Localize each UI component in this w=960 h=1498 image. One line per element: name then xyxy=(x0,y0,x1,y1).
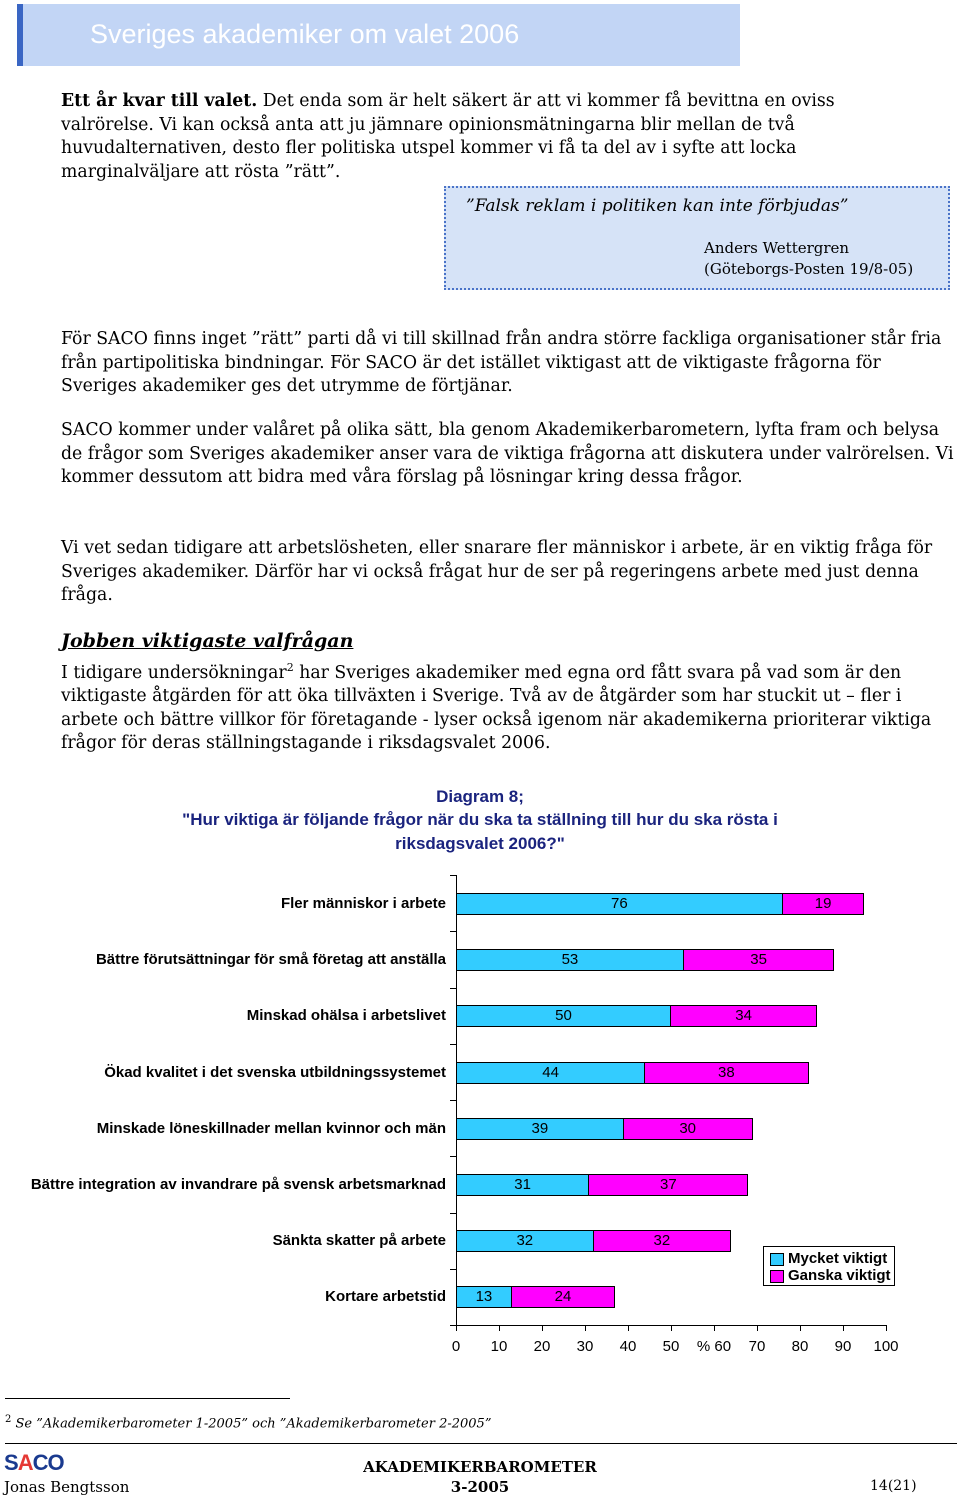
x-tick xyxy=(714,1325,715,1331)
y-axis xyxy=(456,875,457,1325)
logo-a: A xyxy=(17,1450,33,1475)
chart-title-question-end: riksdagsvalet 2006?" xyxy=(395,834,565,853)
paragraph-saco-election: SACO kommer under valåret på olika sätt, bla genom Akademikerbarometern, lyfta fram och belysa de frågor som Sveriges akademiker anser vara de viktiga frågorna att diskutera under valrörelsen. Vi kommer dessutom att bidra med våra förslag på lösningar kring dessa frågor. xyxy=(61,420,954,487)
paragraph-unemployment: Vi vet sedan tidigare att arbetslösheten, eller snarare fler människor i arbete, är en viktig fråga för Sveriges akademiker. Därför har vi också frågat hur de ser på regeringens arbete med just denna fråga. xyxy=(61,538,933,605)
x-tick xyxy=(757,1325,758,1331)
intro-paragraph xyxy=(61,90,921,184)
quote-box xyxy=(444,186,950,290)
bar-ganska-viktigt: 30 xyxy=(624,1118,753,1140)
chart-legend xyxy=(763,1246,895,1286)
y-tick xyxy=(450,1100,456,1101)
bar-mycket-viktigt: 39 xyxy=(456,1118,624,1140)
footer-issue: 3-2005 xyxy=(450,1478,510,1496)
category-label: Kortare arbetstid xyxy=(325,1288,446,1306)
section-text-end: har Sveriges akademiker med egna ord fått svara på vad som är den viktigaste åtgärden för att öka tillväxten i Sverige. Två av de åtgärder som har stuckit ut – fler i arbete och bättre villkor för företagande - lyser också igenom när akademikerna prioriterar viktiga frågor för deras ställningstagande i riksdagsvalet 2006. xyxy=(61,662,932,754)
quote-author: Anders Wettergren xyxy=(704,239,850,257)
quote-attribution xyxy=(704,238,913,280)
bar-ganska-viktigt: 38 xyxy=(645,1062,808,1084)
page-title: Sveriges akademiker om valet 2006 xyxy=(90,19,520,49)
bar-mycket-viktigt: 50 xyxy=(456,1005,671,1027)
bar-ganska-viktigt: 19 xyxy=(783,893,865,915)
footnote-divider xyxy=(5,1398,290,1399)
bar-ganska-viktigt: 24 xyxy=(512,1286,615,1308)
x-tick xyxy=(800,1325,801,1331)
y-tick xyxy=(450,988,456,989)
legend-swatch-mycket xyxy=(770,1253,784,1266)
section-text-start: I tidigare undersökningar xyxy=(61,662,287,683)
legend-item-ganska xyxy=(770,1267,891,1284)
intro-lead: Ett år kvar till valet. xyxy=(61,91,258,111)
category-label: Bättre integration av invandrare på svensk arbetsmarknad xyxy=(30,1176,446,1193)
x-tick-label: 30 xyxy=(576,1338,594,1355)
y-tick xyxy=(450,1156,456,1157)
y-tick xyxy=(450,1269,456,1270)
bar-mycket-viktigt: 31 xyxy=(456,1174,589,1196)
category-label: Minskade löneskillnader mellan kvinnor och män xyxy=(96,1119,446,1137)
bar-ganska-viktigt: 37 xyxy=(589,1174,748,1196)
footer-author: Jonas Bengtsson xyxy=(4,1478,130,1496)
y-tick xyxy=(450,1213,456,1214)
x-tick-label: 50 xyxy=(662,1338,680,1355)
x-tick-label: 0 xyxy=(451,1338,461,1355)
x-tick xyxy=(585,1325,586,1331)
x-tick-label: 40 xyxy=(619,1338,637,1355)
x-tick xyxy=(843,1325,844,1331)
legend-item-mycket xyxy=(770,1250,887,1267)
footnote xyxy=(5,1414,491,1431)
intro-text: Det enda som är helt säkert är att vi kommer få bevittna en oviss valrörelse. Vi kan också anta att ju jämnare opinionsmätningarna blir mellan de två huvudalternativen, desto fler politiska utspel kommer vi få ta del av i syfte att locka marginalväljare att rösta ”rätt”. xyxy=(61,91,835,182)
x-tick-label: 10 xyxy=(490,1338,508,1355)
bar-mycket-viktigt: 13 xyxy=(456,1286,512,1308)
bar-ganska-viktigt: 32 xyxy=(594,1230,732,1252)
footer-divider xyxy=(5,1443,957,1444)
chart-title-question: "Hur viktiga är följande frågor när du ska ta ställning till hur du ska rösta i xyxy=(182,810,778,829)
bar-mycket-viktigt: 53 xyxy=(456,949,684,971)
y-tick xyxy=(450,1044,456,1045)
footnote-text: Se ”Akademikerbarometer 1-2005” och ”Akademikerbarometer 2-2005” xyxy=(15,1416,492,1432)
quote-source: (Göteborgs-Posten 19/8-05) xyxy=(704,260,914,278)
quote-text: ”Falsk reklam i politiken kan inte förbjudas” xyxy=(466,196,849,216)
bar-ganska-viktigt: 35 xyxy=(684,949,835,971)
x-tick-label: % 60 xyxy=(696,1338,732,1355)
x-tick-label: 70 xyxy=(748,1338,766,1355)
footer-title: AKADEMIKERBAROMETER xyxy=(363,1458,597,1476)
x-tick xyxy=(456,1325,457,1331)
x-tick xyxy=(542,1325,543,1331)
x-tick-label: 80 xyxy=(791,1338,809,1355)
paragraph-saco-party: För SACO finns inget ”rätt” parti då vi till skillnad från andra större fackliga organisationer står fria från partipolitiska bindningar. För SACO är det istället viktigast att de viktigaste frågorna för Sveriges akademiker ges det utrymme de förtjänar. xyxy=(61,329,942,396)
category-label: Ökad kvalitet i det svenska utbildningssystemet xyxy=(104,1063,446,1081)
x-tick xyxy=(671,1325,672,1331)
legend-swatch-ganska xyxy=(770,1270,784,1283)
footnote-ref[interactable]: 2 xyxy=(286,661,294,674)
legend-label-ganska: Ganska viktigt xyxy=(788,1267,891,1284)
saco-logo xyxy=(4,1450,64,1476)
y-tick xyxy=(450,875,456,876)
x-tick-label: 100 xyxy=(873,1338,899,1355)
x-tick xyxy=(886,1325,887,1331)
page-number: 14(21) xyxy=(870,1478,917,1494)
footnote-number: 2 xyxy=(5,1414,12,1425)
category-label: Fler människor i arbete xyxy=(280,895,446,912)
x-tick xyxy=(628,1325,629,1331)
logo-co: CO xyxy=(32,1450,64,1475)
chart-title-label: Diagram 8; xyxy=(436,787,524,806)
category-label: Minskad ohälsa i arbetslivet xyxy=(246,1007,446,1025)
section-heading: Jobben viktigaste valfrågan xyxy=(61,630,354,652)
category-label: Sänkta skatter på arbete xyxy=(272,1232,446,1250)
category-label: Bättre förutsättningar för små företag att anställa xyxy=(95,951,446,969)
bar-mycket-viktigt: 76 xyxy=(456,893,783,915)
y-tick xyxy=(450,931,456,932)
x-tick-label: 20 xyxy=(533,1338,551,1355)
x-tick xyxy=(499,1325,500,1331)
bar-mycket-viktigt: 44 xyxy=(456,1062,645,1084)
logo-s: S xyxy=(4,1450,18,1475)
bar-mycket-viktigt: 32 xyxy=(456,1230,594,1252)
bar-ganska-viktigt: 34 xyxy=(671,1005,817,1027)
legend-label-mycket: Mycket viktigt xyxy=(788,1250,888,1267)
x-tick-label: 90 xyxy=(834,1338,852,1355)
section-paragraph xyxy=(61,656,956,756)
